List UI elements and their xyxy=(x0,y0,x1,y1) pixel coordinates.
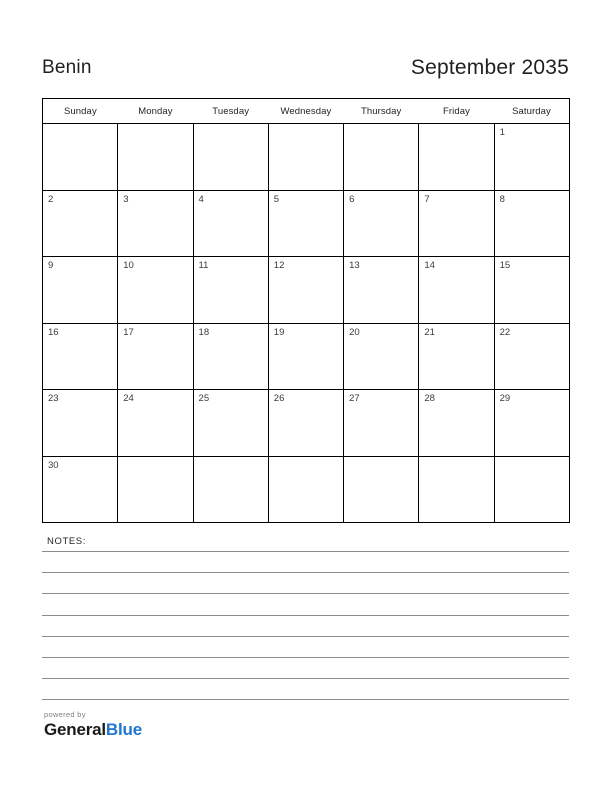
day-number: 9 xyxy=(48,260,54,271)
notes-line[interactable] xyxy=(42,593,569,594)
day-number: 15 xyxy=(499,260,511,271)
calendar-week-row xyxy=(43,456,570,523)
calendar-day-cell-empty[interactable] xyxy=(344,124,419,191)
calendar-day-cell[interactable] xyxy=(268,390,343,457)
day-number: 10 xyxy=(123,260,134,271)
notes-line[interactable] xyxy=(42,551,569,552)
day-number: 30 xyxy=(48,459,59,471)
day-number: 18 xyxy=(198,326,210,338)
day-number: 17 xyxy=(123,326,134,338)
day-number: 13 xyxy=(349,260,360,271)
calendar-day-cell[interactable] xyxy=(494,124,569,191)
calendar-day-cell[interactable] xyxy=(193,257,268,324)
calendar-day-cell-empty[interactable] xyxy=(193,456,268,523)
calendar-day-cell[interactable] xyxy=(43,323,118,390)
calendar-day-cell[interactable] xyxy=(43,390,118,457)
calendar-day-cell[interactable] xyxy=(193,390,268,457)
calendar-day-cell[interactable] xyxy=(344,257,419,324)
day-number: 27 xyxy=(349,393,360,404)
day-number: 16 xyxy=(48,326,59,338)
notes-line[interactable] xyxy=(42,699,569,700)
calendar-day-cell[interactable] xyxy=(43,257,118,324)
calendar-day-cell[interactable] xyxy=(344,323,419,390)
weekday-header-row xyxy=(43,99,570,124)
calendar-day-cell[interactable] xyxy=(118,323,193,390)
calendar-body xyxy=(43,124,570,523)
day-number: 1 xyxy=(499,127,505,138)
day-number: 4 xyxy=(198,193,204,205)
day-number: 28 xyxy=(424,393,435,404)
day-number: 23 xyxy=(48,393,59,404)
calendar-week-row xyxy=(43,390,570,457)
calendar-day-cell[interactable] xyxy=(268,257,343,324)
calendar-day-cell[interactable] xyxy=(344,190,419,257)
logo-blue-text: Blue xyxy=(105,720,142,739)
day-number: 12 xyxy=(273,260,285,271)
calendar-day-cell[interactable] xyxy=(494,390,569,457)
weekday-header-saturday: Saturday xyxy=(494,99,569,124)
calendar-day-cell[interactable] xyxy=(494,190,569,257)
day-number: 20 xyxy=(349,326,360,338)
calendar-day-cell-empty[interactable] xyxy=(118,124,193,191)
generalblue-wordmark xyxy=(44,720,142,739)
month-year-title: September 2035 xyxy=(410,56,569,79)
calendar-grid xyxy=(42,98,570,523)
calendar-day-cell[interactable] xyxy=(494,323,569,390)
calendar-day-cell[interactable] xyxy=(419,257,494,324)
day-number: 2 xyxy=(48,193,54,205)
calendar-day-cell[interactable] xyxy=(193,323,268,390)
calendar-day-cell[interactable] xyxy=(118,257,193,324)
day-number: 11 xyxy=(198,260,209,271)
calendar-day-cell[interactable] xyxy=(193,190,268,257)
weekday-header-monday: Monday xyxy=(118,99,193,124)
calendar-day-cell[interactable] xyxy=(268,323,343,390)
weekday-header-thursday: Thursday xyxy=(344,99,419,124)
day-number: 25 xyxy=(198,393,210,404)
calendar-day-cell-empty[interactable] xyxy=(193,124,268,191)
day-number: 24 xyxy=(123,393,134,404)
weekday-header-wednesday: Wednesday xyxy=(268,99,343,124)
weekday-header-tuesday: Tuesday xyxy=(193,99,268,124)
calendar-day-cell-empty[interactable] xyxy=(43,124,118,191)
calendar-day-cell-empty[interactable] xyxy=(419,456,494,523)
calendar-day-cell-empty[interactable] xyxy=(344,456,419,523)
calendar-day-cell[interactable] xyxy=(43,456,118,523)
weekday-header-sunday: Sunday xyxy=(43,99,118,124)
notes-section xyxy=(42,536,569,700)
notes-line[interactable] xyxy=(42,657,569,658)
calendar-day-cell[interactable] xyxy=(344,390,419,457)
day-number: 6 xyxy=(349,193,355,205)
day-number: 26 xyxy=(273,393,285,404)
footer-logo xyxy=(44,710,142,740)
notes-line[interactable] xyxy=(42,615,569,616)
logo-general-text: General xyxy=(44,720,106,739)
day-number: 29 xyxy=(499,393,511,404)
calendar-day-cell[interactable] xyxy=(43,190,118,257)
day-number: 8 xyxy=(499,193,505,205)
day-number: 5 xyxy=(273,193,280,205)
day-number: 19 xyxy=(273,326,285,338)
notes-line[interactable] xyxy=(42,678,569,679)
day-number: 14 xyxy=(424,260,435,271)
notes-label: NOTES: xyxy=(47,536,86,547)
calendar-week-row xyxy=(43,190,570,257)
calendar-day-cell[interactable] xyxy=(268,190,343,257)
calendar-week-row xyxy=(43,124,570,191)
calendar-day-cell[interactable] xyxy=(419,190,494,257)
day-number: 21 xyxy=(424,326,435,338)
calendar-day-cell[interactable] xyxy=(419,390,494,457)
calendar-week-row xyxy=(43,323,570,390)
calendar-week-row xyxy=(43,257,570,324)
calendar-day-cell[interactable] xyxy=(419,323,494,390)
weekday-header-friday: Friday xyxy=(419,99,494,124)
notes-lines[interactable] xyxy=(42,551,569,700)
day-number: 7 xyxy=(424,193,430,205)
calendar-day-cell-empty[interactable] xyxy=(494,456,569,523)
calendar-day-cell[interactable] xyxy=(118,190,193,257)
calendar-day-cell-empty[interactable] xyxy=(419,124,494,191)
calendar-day-cell-empty[interactable] xyxy=(268,456,343,523)
calendar-day-cell[interactable] xyxy=(118,390,193,457)
notes-line[interactable] xyxy=(42,572,569,573)
page-header xyxy=(42,48,569,88)
powered-by-label: powered by xyxy=(44,710,86,719)
day-number: 3 xyxy=(123,193,129,205)
calendar-day-cell[interactable] xyxy=(494,257,569,324)
location-title: Benin xyxy=(42,57,92,78)
day-number: 22 xyxy=(499,326,511,338)
calendar-day-cell-empty[interactable] xyxy=(268,124,343,191)
calendar-day-cell-empty[interactable] xyxy=(118,456,193,523)
notes-line[interactable] xyxy=(42,636,569,637)
